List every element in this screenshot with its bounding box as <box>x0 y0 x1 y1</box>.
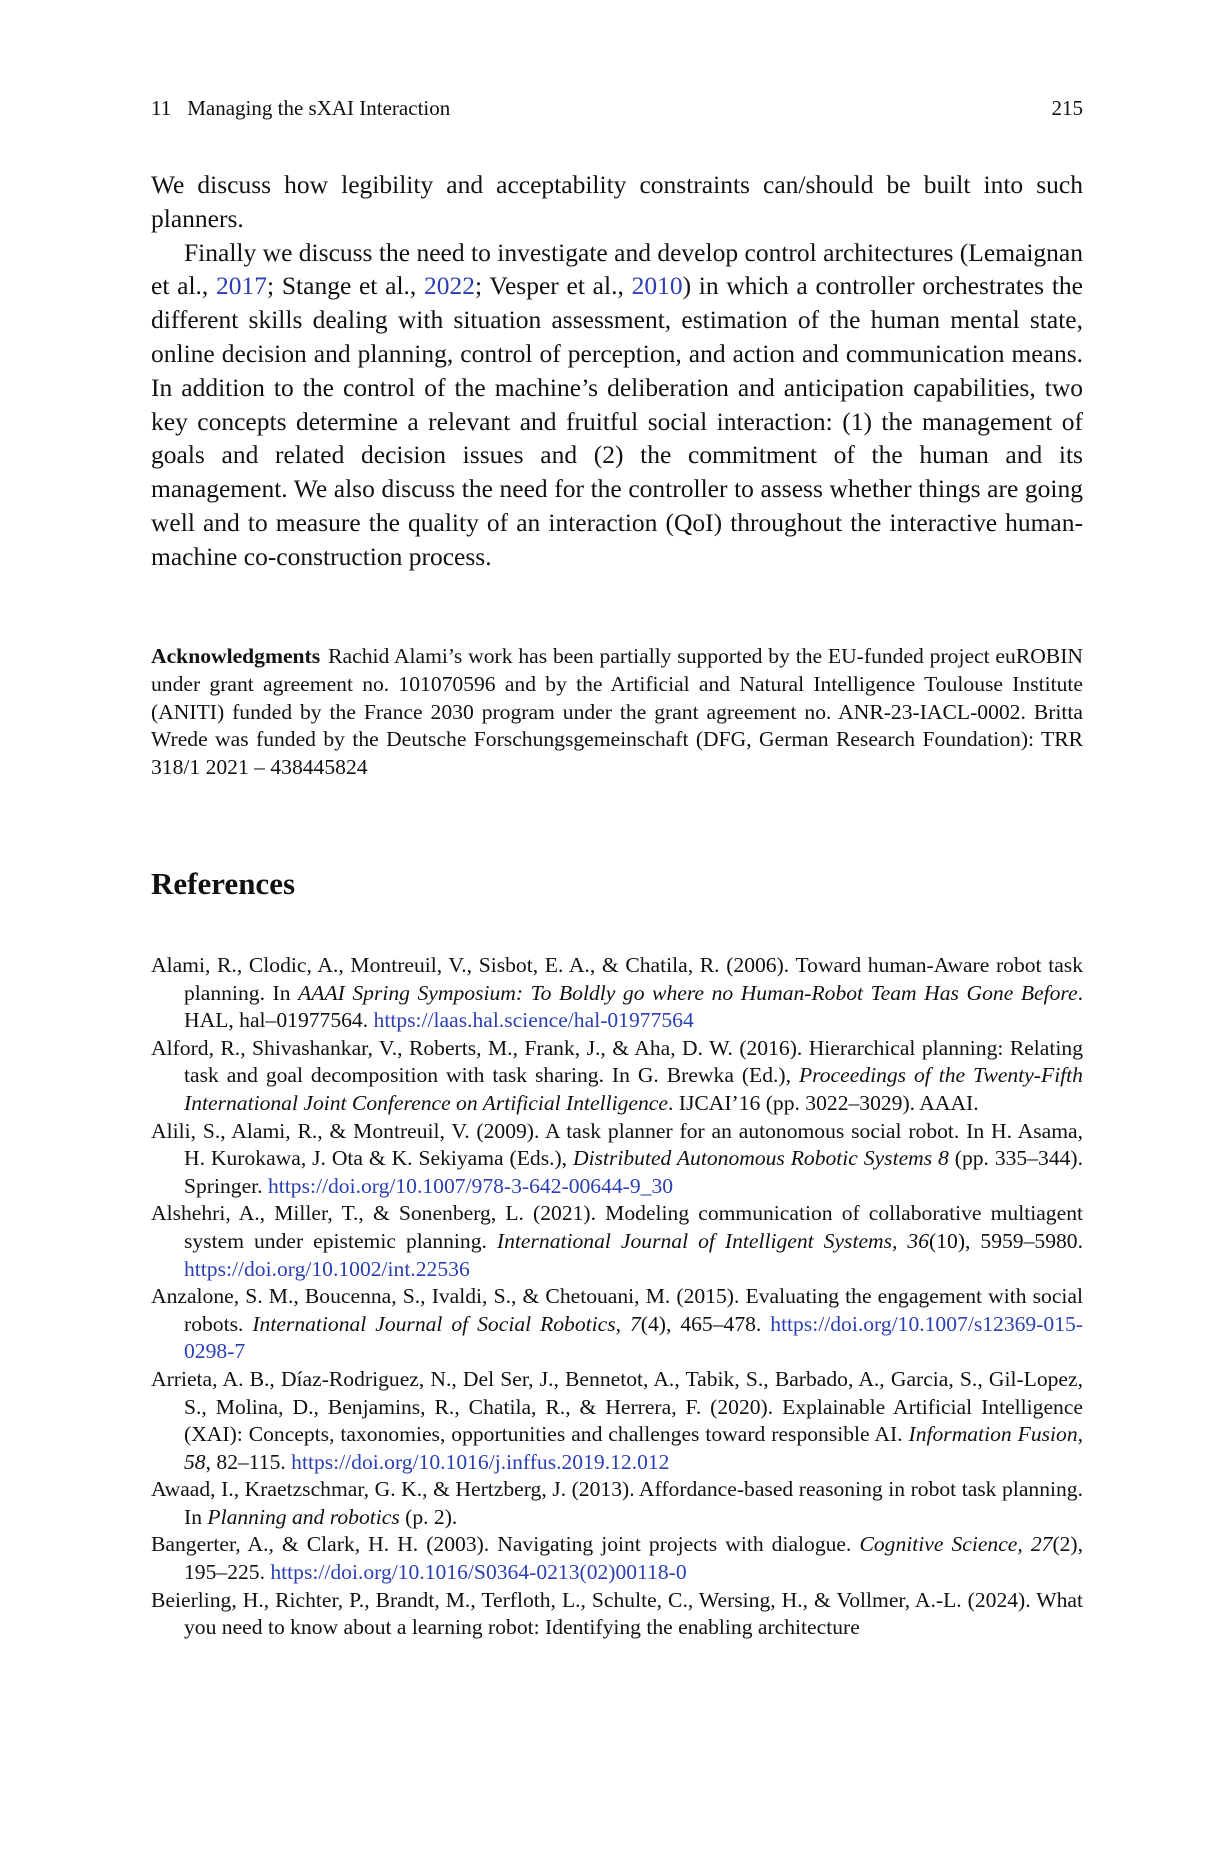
paragraph-2 <box>151 236 1083 574</box>
paragraph-2-text: ; Stange et al., <box>267 271 425 301</box>
paragraph-2-text: ) in which a controller orchestrates the different skills dealing with situation assessment, estimation of the human mental state, online decision and planning, control of perception, and action and communication means. In addition to the control of the machine’s deliberation and anticipation capabilities, two key concepts determine a relevant and fruitful social interaction: (1) the management of goals and related decision issues and (2) the commitment of the human and its management. We also discuss the need for the controller to assess whether things are going well and to measure the quality of an interaction (QoI) throughout the interactive human-machine co-construction process. <box>151 271 1083 571</box>
reference-item <box>151 1531 1083 1586</box>
reference-item <box>151 1118 1083 1201</box>
reference-item <box>151 1476 1083 1531</box>
paragraph-2-text: ; Vesper et al., <box>475 271 632 301</box>
reference-text: (10), 5959–5980. <box>929 1228 1083 1253</box>
reference-title: Planning and robotics <box>207 1504 400 1529</box>
chapter-title: Managing the sXAI Interaction <box>187 96 451 120</box>
citation-link-stange[interactable]: 2022 <box>424 271 476 301</box>
chapter-number: 11 <box>151 96 172 120</box>
reference-item <box>151 1587 1083 1642</box>
paragraph-2-text: Finally we discuss the need to investigate and develop control architectures (Lemaignan et al., <box>151 237 1083 301</box>
running-head-left <box>151 96 450 121</box>
reference-link[interactable]: https://laas.hal.science/hal-01977564 <box>373 1008 694 1033</box>
paragraph-1: We discuss how legibility and acceptability constraints can/should be built into such planners. <box>151 170 1083 233</box>
reference-text: Alami, R., Clodic, A., Montreuil, V., Sisbot, E. A., & Chatila, R. (2006). Toward human-Aware robot task planning. In <box>151 953 1083 1005</box>
reference-item <box>151 1035 1083 1118</box>
reference-text: . HAL, hal–01977564. <box>184 980 1083 1033</box>
reference-link[interactable]: https://doi.org/10.1002/int.22536 <box>184 1256 470 1281</box>
acknowledgments-text: Rachid Alami’s work has been partially supported by the EU-funded project euROBIN under grant agreement no. 101070596 and by the Artificial and Natural Intelligence Toulouse Institute (ANITI) funded by the France 2030 program under the grant agreement no. ANR-23-IACL-0002. Britta Wrede was funded by the Deutsche Forschungsgemeinschaft (DFG, German Research Foundation): TRR 318/1 2021 – 438445824 <box>151 644 1083 780</box>
reference-text: Arrieta, A. B., Díaz-Rodriguez, N., Del Ser, J., Bennetot, A., Tabik, S., Barbado, A., Garcia, S., Gil-Lopez, S., Molina, D., Benjamins, R., Chatila, R., & Herrera, F. (2020). Explainable Artificial Intelligence (XAI): Concepts, taxonomies, opportunities and challenges toward responsible AI. <box>151 1366 1083 1447</box>
reference-link[interactable]: https://doi.org/10.1007/978-3-642-00644-9_30 <box>267 1173 674 1198</box>
references-list <box>151 952 1083 1642</box>
reference-link[interactable]: https://doi.org/10.1007/s12369-015-0298-7 <box>184 1311 1083 1364</box>
reference-title: International Journal of Intelligent Systems, 36 <box>496 1228 930 1253</box>
body-text <box>151 168 1083 574</box>
reference-title: Distributed Autonomous Robotic Systems 8 <box>572 1146 949 1171</box>
reference-title: Cognitive Science, 27 <box>859 1532 1053 1557</box>
acknowledgments-label: Acknowledgments <box>151 644 321 668</box>
reference-text: , 82–115. <box>205 1449 292 1474</box>
reference-text: (2), 195–225. <box>184 1532 1084 1585</box>
reference-title: Proceedings of the Twenty-Fifth International Joint Conference on Artificial Intelligence <box>184 1063 1083 1115</box>
citation-link-lemaignan[interactable]: 2017 <box>216 271 268 301</box>
reference-text: . IJCAI’16 (pp. 3022–3029). AAAI. <box>667 1090 979 1115</box>
reference-text: Alford, R., Shivashankar, V., Roberts, M., Frank, J., & Aha, D. W. (2016). Hierarchical planning: Relating task and goal decomposition with task sharing. In G. Brewka (Ed.), <box>151 1035 1083 1088</box>
citation-link-vesper[interactable]: 2010 <box>631 271 683 301</box>
reference-text: Bangerter, A., & Clark, H. H. (2003). Navigating joint projects with dialogue. <box>151 1532 860 1557</box>
reference-text: (pp. 335–344). Springer. <box>184 1146 1084 1198</box>
reference-item <box>151 952 1083 1035</box>
reference-text: Alshehri, A., Miller, T., & Sonenberg, L. (2021). Modeling communication of collaborative multiagent system under epistemic planning. <box>151 1201 1083 1253</box>
reference-title: International Journal of Social Robotics, 7 <box>252 1311 641 1336</box>
reference-text: (p. 2). <box>399 1504 458 1529</box>
reference-title: Information Fusion, 58 <box>184 1422 1084 1474</box>
reference-text: Alili, S., Alami, R., & Montreuil, V. (2009). A task planner for an autonomous social robot. In H. Asama, H. Kurokawa, J. Ota & K. Sekiyama (Eds.), <box>151 1118 1083 1171</box>
reference-text: Awaad, I., Kraetzschmar, G. K., & Hertzberg, J. (2013). Affordance-based reasoning in robot task planning. In <box>151 1477 1083 1529</box>
page-number: 215 <box>1051 96 1083 120</box>
reference-title: AAAI Spring Symposium: To Boldly go where no Human-Robot Team Has Gone Before <box>298 980 1078 1005</box>
reference-text: Beierling, H., Richter, P., Brandt, M., Terfloth, L., Schulte, C., Wersing, H., & Vollmer, A.-L. (2024). What you need to know about a learning robot: Identifying the enabling architecture <box>151 1587 1083 1640</box>
reference-item <box>151 1283 1083 1366</box>
references-heading: References <box>151 866 296 901</box>
reference-link[interactable]: https://doi.org/10.1016/j.inffus.2019.12.012 <box>291 1449 670 1474</box>
reference-text: (4), 465–478. <box>640 1311 771 1336</box>
acknowledgments <box>151 643 1083 782</box>
reference-link[interactable]: https://doi.org/10.1016/S0364-0213(02)00118-0 <box>270 1560 687 1585</box>
reference-item <box>151 1200 1083 1283</box>
reference-text: Anzalone, S. M., Boucenna, S., Ivaldi, S., & Chetouani, M. (2015). Evaluating the engagement with social robots. <box>151 1284 1083 1336</box>
running-head <box>151 96 1083 121</box>
reference-item <box>151 1366 1083 1476</box>
